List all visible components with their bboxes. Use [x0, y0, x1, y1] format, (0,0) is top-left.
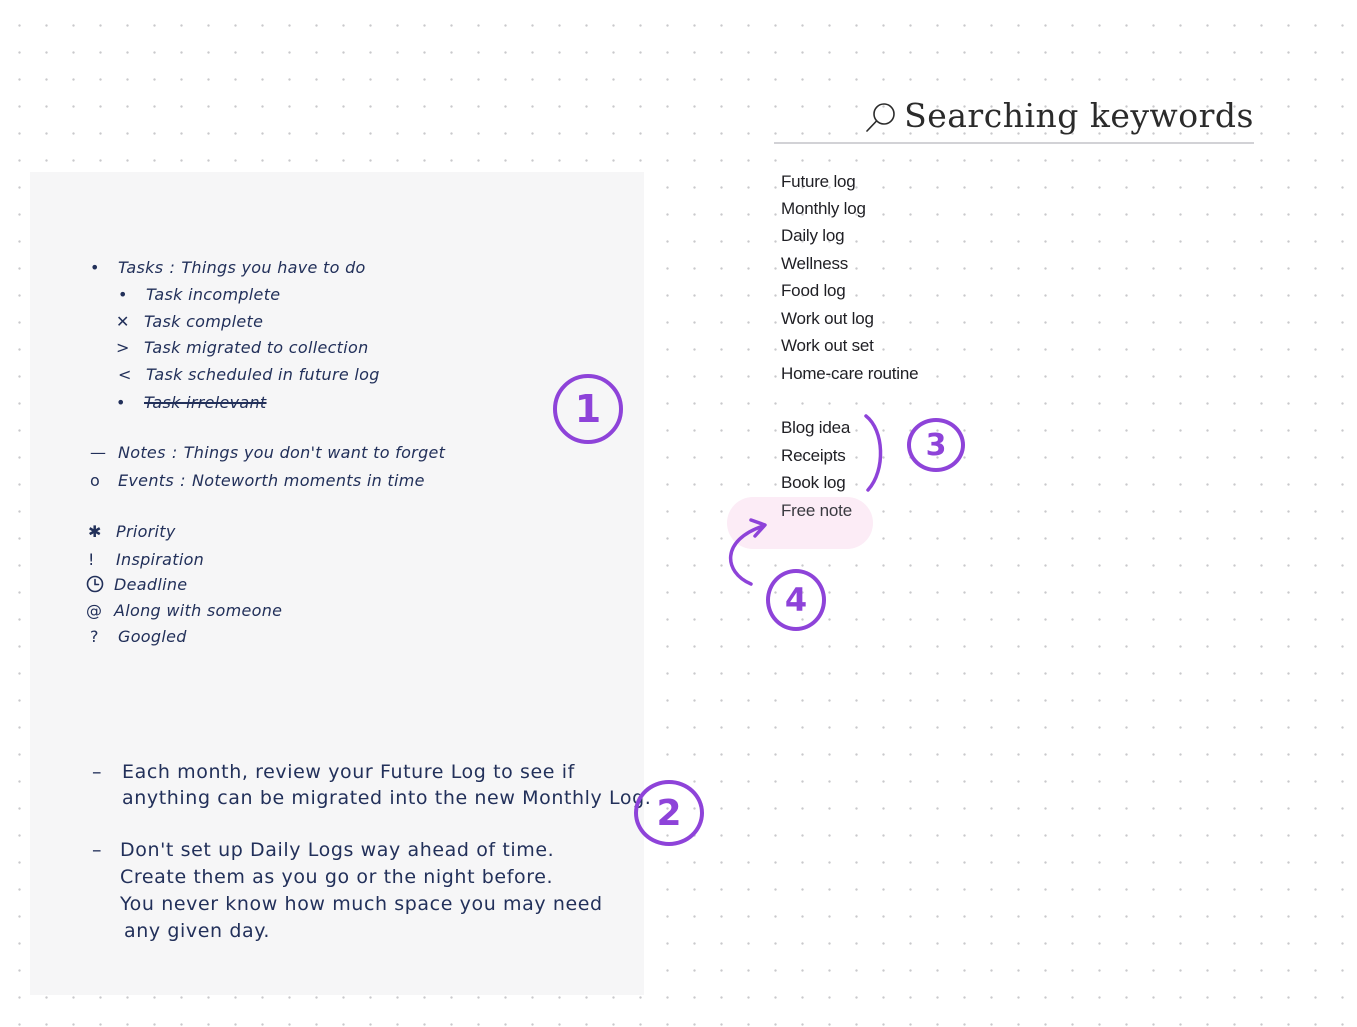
- tip1-line2: anything can be migrated into the new Monthly Log.: [122, 787, 652, 809]
- keyword-item[interactable]: Book log: [781, 473, 846, 492]
- key-notes: [90, 443, 445, 462]
- tip2-line2: Create them as you go or the night before.: [120, 866, 554, 888]
- tip2-line1: Don't set up Daily Logs way ahead of time.: [120, 839, 555, 861]
- key-description: Things you don't want to forget: [183, 443, 446, 462]
- key-text: Deadline: [114, 575, 188, 594]
- key-text: Task incomplete: [146, 285, 281, 304]
- annotation-4: 4: [766, 569, 826, 631]
- keyword-item[interactable]: Wellness: [781, 254, 849, 273]
- cross-symbol: ✕: [116, 312, 130, 331]
- key-text: Task irrelevant: [144, 393, 267, 412]
- question-icon: ?: [90, 627, 99, 646]
- search-icon: [864, 101, 898, 135]
- key-label: Events: [118, 471, 174, 490]
- key-text: Task scheduled in future log: [146, 365, 380, 384]
- key-separator: :: [171, 443, 178, 462]
- keyword-item[interactable]: Home-care routine: [781, 364, 919, 383]
- scheduled-symbol: <: [118, 365, 132, 384]
- key-deadline: [86, 575, 187, 594]
- key-label: Notes: [118, 443, 166, 462]
- keyword-item-free-note[interactable]: Free note: [781, 501, 852, 520]
- key-text: Along with someone: [114, 601, 283, 620]
- bullet-symbol: •: [116, 393, 126, 412]
- keyword-item[interactable]: Future log: [781, 172, 856, 191]
- keyword-item[interactable]: Work out set: [781, 336, 874, 355]
- key-text: Task complete: [144, 312, 264, 331]
- key-description: Things you have to do: [181, 258, 366, 277]
- key-task-complete: [116, 312, 263, 331]
- migrated-symbol: >: [116, 338, 130, 357]
- key-googled: [90, 627, 187, 646]
- annotation-1: 1: [553, 374, 623, 444]
- key-text: Googled: [118, 627, 187, 646]
- asterisk-icon: ✱: [88, 522, 102, 541]
- dash-symbol: —: [90, 443, 107, 462]
- key-description: Noteworth moments in time: [191, 471, 425, 490]
- key-task-incomplete: [118, 285, 280, 304]
- tip2-line4: any given day.: [124, 920, 271, 942]
- keywords-title: Searching keywords: [904, 95, 1254, 135]
- key-priority: [88, 522, 176, 541]
- clock-icon: [86, 575, 114, 594]
- key-inspiration: [88, 550, 204, 569]
- keyword-item[interactable]: Daily log: [781, 226, 845, 245]
- circle-symbol: o: [90, 471, 101, 490]
- keyword-item[interactable]: Receipts: [781, 446, 846, 465]
- key-text: Task migrated to collection: [144, 338, 369, 357]
- tip2-line3: You never know how much space you may need: [120, 893, 603, 915]
- bullet-symbol: •: [118, 285, 128, 304]
- key-along: [86, 601, 282, 620]
- annotation-3: 3: [907, 418, 965, 472]
- key-task-scheduled: [118, 365, 380, 384]
- keyword-item[interactable]: Blog idea: [781, 418, 851, 437]
- keyword-item[interactable]: Food log: [781, 281, 846, 300]
- at-icon: @: [86, 601, 103, 620]
- annotation-2: 2: [634, 780, 704, 846]
- key-events: [90, 471, 425, 490]
- tip-dash: –: [92, 761, 102, 783]
- tip1-line1: Each month, review your Future Log to see if: [122, 761, 575, 783]
- key-text: Priority: [116, 522, 176, 541]
- key-task-irrelevant: [116, 393, 267, 412]
- bracket-mark: [858, 412, 890, 494]
- keyword-item[interactable]: Work out log: [781, 309, 874, 328]
- key-label: Tasks: [118, 258, 164, 277]
- key-text: Inspiration: [116, 550, 205, 569]
- keywords-header: [774, 92, 1254, 144]
- key-tasks: [90, 258, 366, 277]
- key-separator: :: [169, 258, 176, 277]
- exclamation-icon: !: [88, 550, 95, 569]
- key-task-migrated: [116, 338, 369, 357]
- keyword-item[interactable]: Monthly log: [781, 199, 866, 218]
- bullet-symbol: •: [90, 258, 100, 277]
- tip-dash: –: [92, 839, 102, 861]
- key-separator: :: [180, 471, 186, 490]
